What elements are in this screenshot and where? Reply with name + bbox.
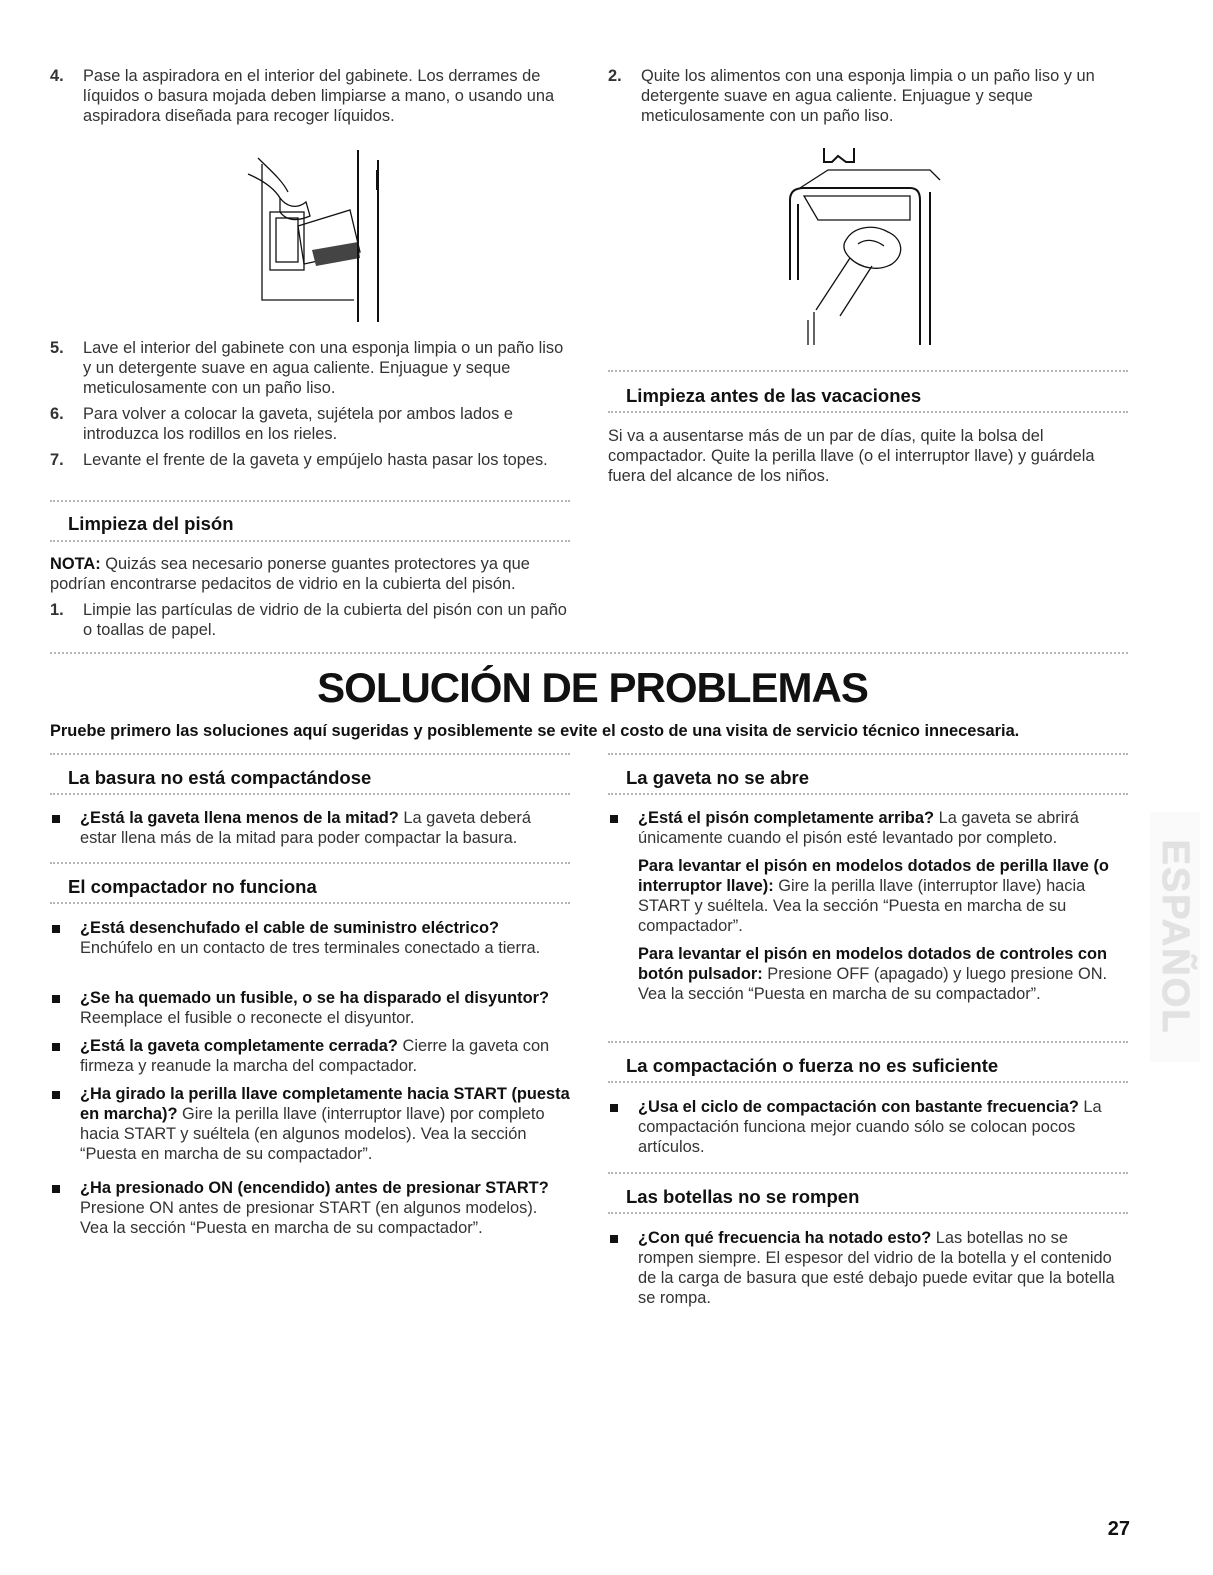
vacuum-cabinet-illustration — [240, 140, 400, 325]
bullet-item: ¿Ha presionado ON (encendido) antes de presionar START? Presione ON antes de presionar START (en algunos modelos). Vea la sección “Puesta en marcha de su compactador”. — [50, 1178, 570, 1238]
bullet-icon — [50, 1036, 80, 1076]
bullet-item: ¿Está la gaveta completamente cerrada? Cierre la gaveta con firmeza y reanude la marcha del compactador. — [50, 1036, 570, 1076]
bullet-item: ¿Con qué frecuencia ha notado esto? Las botellas no se rompen siempre. El espesor del vidrio de la botella y el contenido de la carga de basura que esté debajo puede evitar que la botella se rompa. — [608, 1228, 1128, 1308]
section-heading-compactacion: La compactación o fuerza no es suficiente — [626, 1055, 999, 1076]
section-heading-compactador: El compactador no funciona — [68, 876, 317, 897]
bullet-icon — [50, 808, 80, 848]
wipe-ram-illustration — [780, 140, 960, 350]
divider — [50, 793, 570, 795]
page-number: 27 — [1107, 1518, 1130, 1540]
divider — [608, 1041, 1128, 1043]
bullet-icon — [50, 1178, 80, 1238]
divider — [50, 652, 1128, 654]
divider — [608, 753, 1128, 755]
divider — [608, 1212, 1128, 1214]
divider — [50, 500, 570, 502]
intro-text: Pruebe primero las soluciones aquí sugeridas y posiblemente se evite el costo de una visita de servicio técnico innecesaria. — [50, 722, 1020, 740]
section-heading-basura: La basura no está compactándose — [68, 767, 372, 788]
language-side-tab — [1150, 812, 1200, 1062]
language-tab-label: ESPAÑOL — [1154, 839, 1196, 1035]
section-heading-pison: Limpieza del pisón — [68, 513, 234, 534]
divider — [608, 1081, 1128, 1083]
vacaciones-text: Si va a ausentarse más de un par de días, quite la bolsa del compactador. Quite la perilla llave (o el interruptor llave) y guárdela fuera del alcance de los niños. — [608, 427, 1095, 485]
divider — [50, 902, 570, 904]
bullet-icon — [608, 808, 638, 1004]
bullet-icon — [50, 918, 80, 958]
pison-step-1: 1. Limpie las partículas de vidrio de la cubierta del pisón con un paño o toallas de papel. — [50, 601, 567, 639]
divider — [50, 753, 570, 755]
bullet-item: ¿Está el pisón completamente arriba? La gaveta se abrirá únicamente cuando el pisón esté levantado por completo. Para levantar el pisón en modelos dotados de perilla llave (o interruptor llave): Gire la perilla llave (interruptor llave) hacia START y suéltela. Vea la sección “Puesta en marcha de su compactador”. Para levantar el pisón en modelos dotados de controles con botón pulsador: Presione OFF (apagado) y luego presione ON. Vea la sección “Puesta en marcha de su compactador”. — [608, 808, 1128, 1004]
section-heading-botellas: Las botellas no se rompen — [626, 1186, 860, 1207]
note-text: Quizás sea necesario ponerse guantes protectores ya que podrían encontrarse pedacitos de vidrio en la cubierta del pisón. — [50, 555, 530, 593]
bullet-item: ¿Se ha quemado un fusible, o se ha disparado el disyuntor? Reemplace el fusible o reconecte el disyuntor. — [50, 988, 570, 1028]
note-label: NOTA: — [50, 555, 101, 573]
bullet-icon — [50, 988, 80, 1028]
divider — [608, 1172, 1128, 1174]
gaveta-paragraph-1: Para levantar el pisón en modelos dotados de perilla llave (o interruptor llave): Gire la perilla llave (interruptor llave) hacia START y suéltela. Vea la sección “Puesta en marcha de su compactador”. — [638, 857, 1109, 935]
page-title: SOLUCIÓN DE PROBLEMAS — [317, 664, 868, 711]
divider — [50, 540, 570, 542]
divider — [608, 411, 1128, 413]
bullet-item: ¿Está desenchufado el cable de suministro eléctrico? Enchúfelo en un contacto de tres terminales conectado a tierra. — [50, 918, 570, 958]
step-6: 6. Para volver a colocar la gaveta, sujétela por ambos lados e introduzca los rodillos en los rieles. — [50, 405, 514, 443]
bullet-item: ¿Ha girado la perilla llave completamente hacia START (puesta en marcha)? Gire la perilla llave (interruptor llave) por completo hacia START y suéltela (en algunos modelos). Vea la sección “Puesta en marcha de su compactador”. — [50, 1084, 570, 1164]
step-5: 5. Lave el interior del gabinete con una esponja limpia o un paño liso y un detergente suave en agua caliente. Enjuague y seque meticulosamente con un paño liso. — [50, 339, 564, 397]
bullet-icon — [50, 1084, 80, 1164]
bullet-icon — [608, 1097, 638, 1157]
step-2: 2. Quite los alimentos con una esponja limpia o un paño liso y un detergente suave en agua caliente. Enjuague y seque meticulosamente con un paño liso. — [608, 67, 1095, 125]
divider — [608, 793, 1128, 795]
section-heading-vacaciones: Limpieza antes de las vacaciones — [626, 385, 922, 406]
section-heading-gaveta: La gaveta no se abre — [626, 767, 810, 788]
divider — [608, 370, 1128, 372]
bullet-icon — [608, 1228, 638, 1308]
note-pison — [50, 554, 570, 594]
step-7: 7. Levante el frente de la gaveta y empújelo hasta pasar los topes. — [50, 451, 548, 469]
bullet-item: ¿Está la gaveta llena menos de la mitad? La gaveta deberá estar llena más de la mitad para poder compactar la basura. — [50, 808, 570, 848]
step-4: 4. Pase la aspiradora en el interior del gabinete. Los derrames de líquidos o basura mojada deben limpiarse a mano, o usando una aspiradora diseñada para recoger líquidos. — [50, 67, 555, 125]
bullet-item: ¿Usa el ciclo de compactación con bastante frecuencia? La compactación funciona mejor cuando sólo se colocan pocos artículos. — [608, 1097, 1128, 1157]
gaveta-paragraph-2: Para levantar el pisón en modelos dotados de controles con botón pulsador: Presione OFF (apagado) y luego presione ON. Vea la sección “Puesta en marcha de su compactador”. — [638, 945, 1108, 1003]
divider — [50, 862, 570, 864]
